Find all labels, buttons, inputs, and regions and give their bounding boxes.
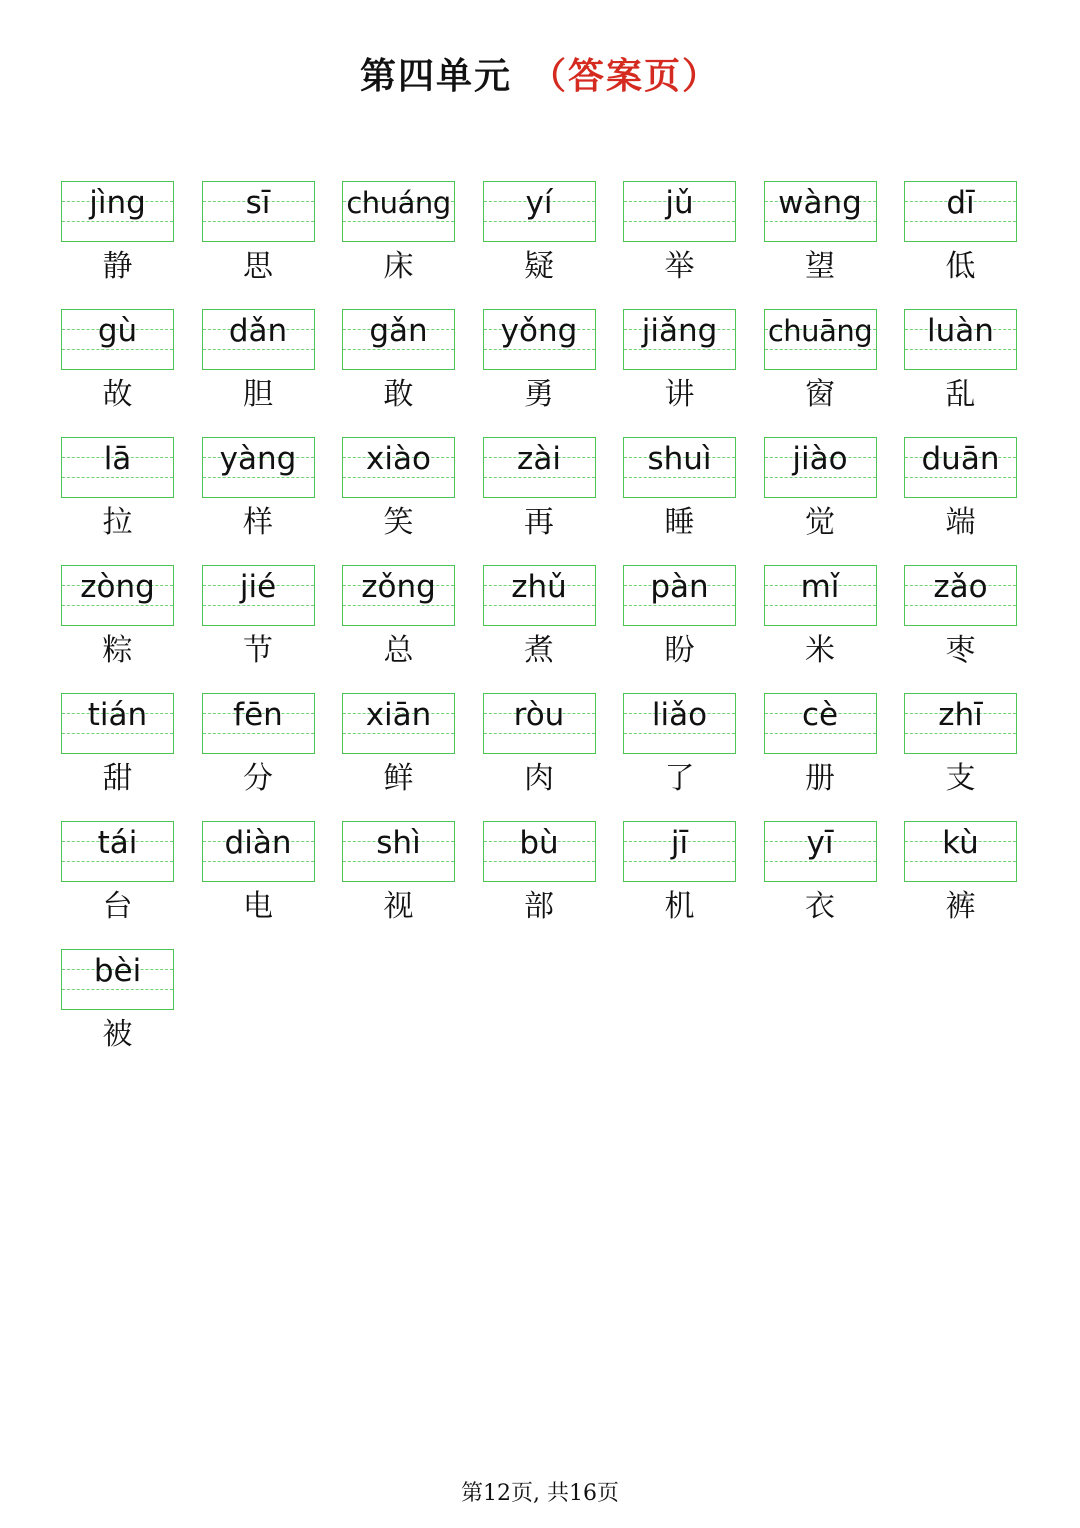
hanzi-character: 衣 xyxy=(805,889,835,924)
pinyin-writing-box xyxy=(202,437,315,498)
pinyin-writing-box xyxy=(904,693,1017,754)
hanzi-character: 床 xyxy=(383,249,414,284)
pinyin-writing-box xyxy=(61,693,174,754)
hanzi-character: 鲜 xyxy=(383,761,414,796)
pinyin-text: gǎn xyxy=(369,313,428,349)
pinyin-writing-box xyxy=(483,693,596,754)
vocab-item xyxy=(61,693,174,821)
pinyin-writing-box xyxy=(764,693,877,754)
pinyin-writing-box xyxy=(342,437,455,498)
hanzi-character: 肉 xyxy=(524,761,554,796)
pinyin-text: xiān xyxy=(365,697,432,733)
pinyin-text: tái xyxy=(97,825,138,861)
vocab-item xyxy=(904,181,1017,309)
vocab-item xyxy=(904,437,1017,565)
vocab-item xyxy=(764,821,877,949)
vocab-item xyxy=(623,821,736,949)
hanzi-character: 总 xyxy=(383,633,414,668)
vocab-item xyxy=(342,181,455,309)
page-title xyxy=(0,48,1080,99)
pinyin-writing-box xyxy=(61,181,174,242)
vocab-item xyxy=(61,437,174,565)
pinyin-writing-box xyxy=(483,821,596,882)
hanzi-character: 盼 xyxy=(664,633,695,668)
pinyin-text: liǎo xyxy=(651,697,708,733)
pinyin-text: lā xyxy=(103,441,132,477)
page-number: 第12页, 共16页 xyxy=(461,1481,619,1506)
pinyin-writing-box xyxy=(202,821,315,882)
vocab-item xyxy=(904,693,1017,821)
pinyin-text: xiào xyxy=(366,441,431,477)
pinyin-text: tián xyxy=(87,697,148,733)
pinyin-text: cè xyxy=(801,697,839,733)
vocab-item xyxy=(202,437,315,565)
vocab-item xyxy=(764,565,877,693)
pinyin-text: bèi xyxy=(93,953,142,989)
vocab-item xyxy=(202,181,315,309)
vocab-item xyxy=(623,181,736,309)
pinyin-writing-box xyxy=(342,821,455,882)
pinyin-writing-box xyxy=(764,565,877,626)
pinyin-text: jǔ xyxy=(665,185,694,221)
vocab-item xyxy=(904,309,1017,437)
hanzi-character: 静 xyxy=(102,249,133,284)
vocab-item xyxy=(61,949,174,1077)
pinyin-writing-box xyxy=(61,565,174,626)
vocab-item xyxy=(483,693,596,821)
hanzi-character: 再 xyxy=(524,505,554,540)
hanzi-character: 电 xyxy=(243,889,273,924)
pinyin-writing-box xyxy=(483,565,596,626)
pinyin-text: zǎo xyxy=(933,569,988,605)
pinyin-writing-box xyxy=(623,437,736,498)
pinyin-text: fēn xyxy=(233,697,283,733)
pinyin-text: jìng xyxy=(89,185,146,221)
vocab-item xyxy=(623,437,736,565)
vocab-item xyxy=(904,821,1017,949)
hanzi-character: 节 xyxy=(243,633,273,668)
pinyin-writing-box xyxy=(623,309,736,370)
hanzi-character: 部 xyxy=(524,889,554,924)
pinyin-writing-box xyxy=(764,181,877,242)
hanzi-character: 粽 xyxy=(102,633,133,668)
hanzi-character: 样 xyxy=(243,505,273,540)
pinyin-text: jiào xyxy=(792,441,848,477)
pinyin-text: zhī xyxy=(938,697,983,733)
vocab-item xyxy=(202,693,315,821)
hanzi-character: 胆 xyxy=(243,377,273,412)
pinyin-text: duān xyxy=(921,441,1000,477)
pinyin-writing-box xyxy=(904,821,1017,882)
vocab-item xyxy=(202,309,315,437)
hanzi-character: 支 xyxy=(945,761,976,796)
pinyin-writing-box xyxy=(483,309,596,370)
pinyin-text: yàng xyxy=(219,441,297,477)
hanzi-character: 觉 xyxy=(805,505,835,540)
hanzi-character: 睡 xyxy=(664,505,695,540)
pinyin-writing-box xyxy=(764,437,877,498)
pinyin-writing-box xyxy=(202,693,315,754)
hanzi-character: 裤 xyxy=(945,889,976,924)
pinyin-text: jié xyxy=(239,569,277,605)
pinyin-writing-box xyxy=(202,181,315,242)
vocab-item xyxy=(483,181,596,309)
pinyin-writing-box xyxy=(342,693,455,754)
pinyin-writing-box xyxy=(61,437,174,498)
pinyin-writing-box xyxy=(904,565,1017,626)
hanzi-character: 笑 xyxy=(383,505,414,540)
pinyin-text: gù xyxy=(97,313,138,349)
vocab-item xyxy=(61,309,174,437)
pinyin-writing-box xyxy=(623,181,736,242)
pinyin-text: zhǔ xyxy=(511,569,567,605)
vocab-item xyxy=(61,181,174,309)
pinyin-writing-box xyxy=(764,309,877,370)
hanzi-character: 端 xyxy=(945,505,976,540)
pinyin-text: wàng xyxy=(778,185,862,221)
vocab-item xyxy=(342,437,455,565)
hanzi-character: 甜 xyxy=(102,761,133,796)
pinyin-text: ròu xyxy=(513,697,565,733)
vocab-item xyxy=(483,309,596,437)
hanzi-character: 低 xyxy=(945,249,976,284)
pinyin-text: chuáng xyxy=(346,186,451,220)
hanzi-character: 枣 xyxy=(945,633,976,668)
vocab-item xyxy=(483,565,596,693)
hanzi-character: 望 xyxy=(805,249,835,284)
vocab-item xyxy=(764,693,877,821)
vocab-item xyxy=(61,565,174,693)
vocab-item xyxy=(61,821,174,949)
pinyin-writing-box xyxy=(342,309,455,370)
vocab-item xyxy=(342,693,455,821)
pinyin-writing-box xyxy=(61,949,174,1010)
pinyin-writing-box xyxy=(342,181,455,242)
hanzi-character: 乱 xyxy=(945,377,976,412)
hanzi-character: 举 xyxy=(664,249,695,284)
pinyin-writing-box xyxy=(904,437,1017,498)
pinyin-text: sī xyxy=(245,185,271,221)
unit-title: 第四单元 xyxy=(359,55,512,97)
pinyin-writing-box xyxy=(342,565,455,626)
hanzi-character: 勇 xyxy=(524,377,554,412)
hanzi-character: 机 xyxy=(664,889,695,924)
pinyin-writing-box xyxy=(623,821,736,882)
pinyin-writing-box xyxy=(483,181,596,242)
vocab-item xyxy=(764,437,877,565)
pinyin-text: yǒng xyxy=(500,313,578,349)
pinyin-writing-box xyxy=(61,309,174,370)
pinyin-text: chuāng xyxy=(767,314,873,348)
pinyin-writing-box xyxy=(764,821,877,882)
pinyin-text: pàn xyxy=(650,569,709,605)
answer-page-label: （答案页） xyxy=(530,55,721,97)
hanzi-character: 煮 xyxy=(524,633,554,668)
hanzi-character: 视 xyxy=(383,889,414,924)
pinyin-text: zǒng xyxy=(361,569,436,605)
pinyin-writing-box xyxy=(623,693,736,754)
pinyin-writing-box xyxy=(904,309,1017,370)
pinyin-writing-box xyxy=(61,821,174,882)
pinyin-text: yī xyxy=(806,825,834,861)
pinyin-text: jī xyxy=(670,825,689,861)
pinyin-writing-box xyxy=(483,437,596,498)
vocab-item xyxy=(202,821,315,949)
pinyin-grid xyxy=(61,181,1021,1077)
vocab-item xyxy=(904,565,1017,693)
vocab-item xyxy=(764,181,877,309)
vocab-item xyxy=(623,693,736,821)
pinyin-text: jiǎng xyxy=(641,313,718,349)
pinyin-writing-box xyxy=(904,181,1017,242)
pinyin-writing-box xyxy=(623,565,736,626)
pinyin-text: shuì xyxy=(647,441,712,477)
pinyin-text: luàn xyxy=(927,313,994,349)
vocab-item xyxy=(342,821,455,949)
hanzi-character: 拉 xyxy=(102,505,133,540)
pinyin-writing-box xyxy=(202,565,315,626)
vocab-item xyxy=(483,821,596,949)
vocab-item xyxy=(623,565,736,693)
hanzi-character: 讲 xyxy=(664,377,695,412)
hanzi-character: 米 xyxy=(805,633,835,668)
vocab-item xyxy=(342,565,455,693)
hanzi-character: 分 xyxy=(243,761,273,796)
pinyin-text: zài xyxy=(517,441,561,477)
hanzi-character: 被 xyxy=(102,1017,133,1052)
pinyin-text: zòng xyxy=(80,569,155,605)
hanzi-character: 台 xyxy=(102,889,133,924)
pinyin-text: dǎn xyxy=(228,313,288,349)
pinyin-text: diàn xyxy=(224,825,292,861)
pinyin-text: dī xyxy=(946,185,975,221)
pinyin-text: kù xyxy=(942,825,979,861)
vocab-item xyxy=(342,309,455,437)
vocab-item xyxy=(483,437,596,565)
hanzi-character: 思 xyxy=(243,249,273,284)
pinyin-text: shì xyxy=(376,825,421,861)
pinyin-writing-box xyxy=(202,309,315,370)
pinyin-text: yí xyxy=(525,185,553,221)
hanzi-character: 敢 xyxy=(383,377,414,412)
pinyin-text: bù xyxy=(519,825,559,861)
vocab-item xyxy=(764,309,877,437)
hanzi-character: 故 xyxy=(102,377,133,412)
vocab-item xyxy=(202,565,315,693)
hanzi-character: 册 xyxy=(805,761,835,796)
pinyin-text: mǐ xyxy=(800,569,840,605)
hanzi-character: 疑 xyxy=(524,249,554,284)
hanzi-character: 了 xyxy=(664,761,695,796)
hanzi-character: 窗 xyxy=(805,377,835,412)
vocab-item xyxy=(623,309,736,437)
